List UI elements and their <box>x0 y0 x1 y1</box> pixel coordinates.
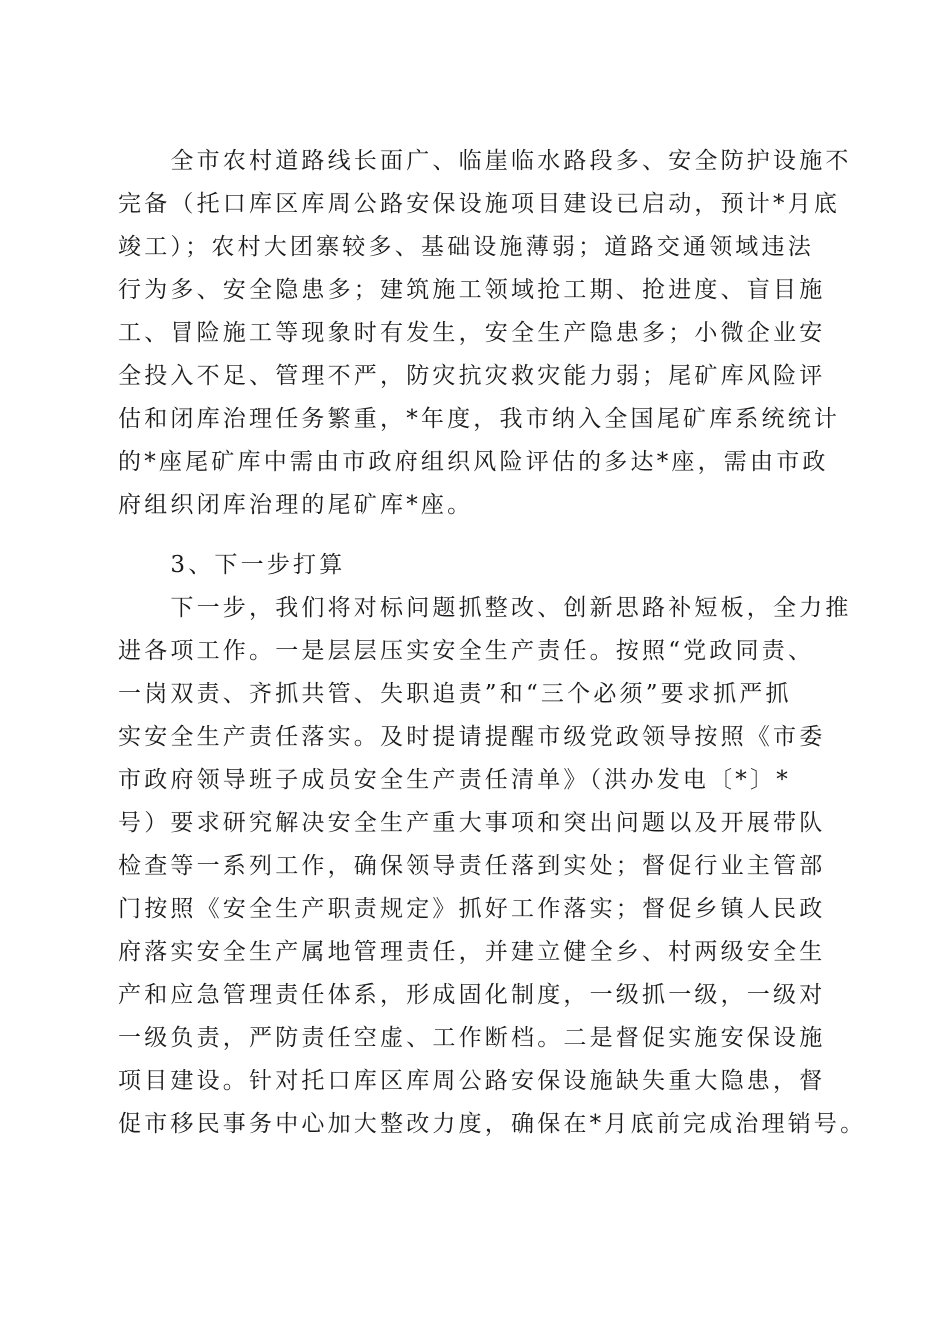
paragraph-line: 府组织闭库治理的尾矿库*座。 <box>118 492 474 518</box>
paragraph-line: 门按照《安全生产职责规定》抓好工作落实；督促乡镇人民政 <box>118 896 826 922</box>
paragraph-line: 府落实安全生产属地管理责任，并建立健全乡、村两级安全生 <box>118 939 826 965</box>
paragraph-line: 行为多、安全隐患多；建筑施工领域抢工期、抢进度、盲目施 <box>118 277 826 303</box>
paragraph-line: 全投入不足、管理不严，防灾抗灾救灾能力弱；尾矿库风险评 <box>118 363 826 389</box>
paragraph-line: 号）要求研究解决安全生产重大事项和突出问题以及开展带队 <box>118 810 826 836</box>
paragraph-line: 工、冒险施工等现象时有发生，安全生产隐患多；小微企业安 <box>118 320 826 346</box>
paragraph-line: 完备（托口库区库周公路安保设施项目建设已启动，预计*月底 <box>118 191 841 217</box>
paragraph-line: 实安全生产责任落实。及时提请提醒市级党政领导按照《市委 <box>118 724 826 750</box>
paragraph-risks <box>118 140 852 527</box>
paragraph-line: 全市农村道路线长面广、临崖临水路段多、安全防护设施不 <box>118 148 852 174</box>
paragraph-line: 促市移民事务中心加大整改力度，确保在*月底前完成治理销号。 <box>118 1111 867 1137</box>
paragraph-line: 一岗双责、齐抓共管、失职追责”和“三个必须”要求抓严抓 <box>118 681 792 707</box>
section-heading: 3、下一步打算 <box>118 552 346 578</box>
paragraph-line: 一级负责，严防责任空虚、工作断档。二是督促实施安保设施 <box>118 1025 826 1051</box>
paragraph-line: 检查等一系列工作，确保领导责任落到实处；督促行业主管部 <box>118 853 826 879</box>
paragraph-line: 竣工）；农村大团寨较多、基础设施薄弱；道路交通领域违法 <box>118 234 814 260</box>
paragraph-line: 项目建设。针对托口库区库周公路安保设施缺失重大隐患，督 <box>118 1068 826 1094</box>
paragraph-line: 下一步，我们将对标问题抓整改、创新思路补短板，全力推 <box>118 595 852 621</box>
paragraph-line: 市政府领导班子成员安全生产责任清单》（洪办发电〔*〕* <box>118 767 791 793</box>
paragraph-line: 进各项工作。一是层层压实安全生产责任。按照“党政同责、 <box>118 638 815 664</box>
paragraph-line: 估和闭库治理任务繁重，*年度，我市纳入全国尾矿库系统统计 <box>118 406 841 432</box>
paragraph-line: 的*座尾矿库中需由市政府组织风险评估的多达*座，需由市政 <box>118 449 829 475</box>
paragraph-line: 产和应急管理责任体系，形成固化制度，一级抓一级，一级对 <box>118 982 826 1008</box>
next-steps-section <box>118 544 867 1146</box>
